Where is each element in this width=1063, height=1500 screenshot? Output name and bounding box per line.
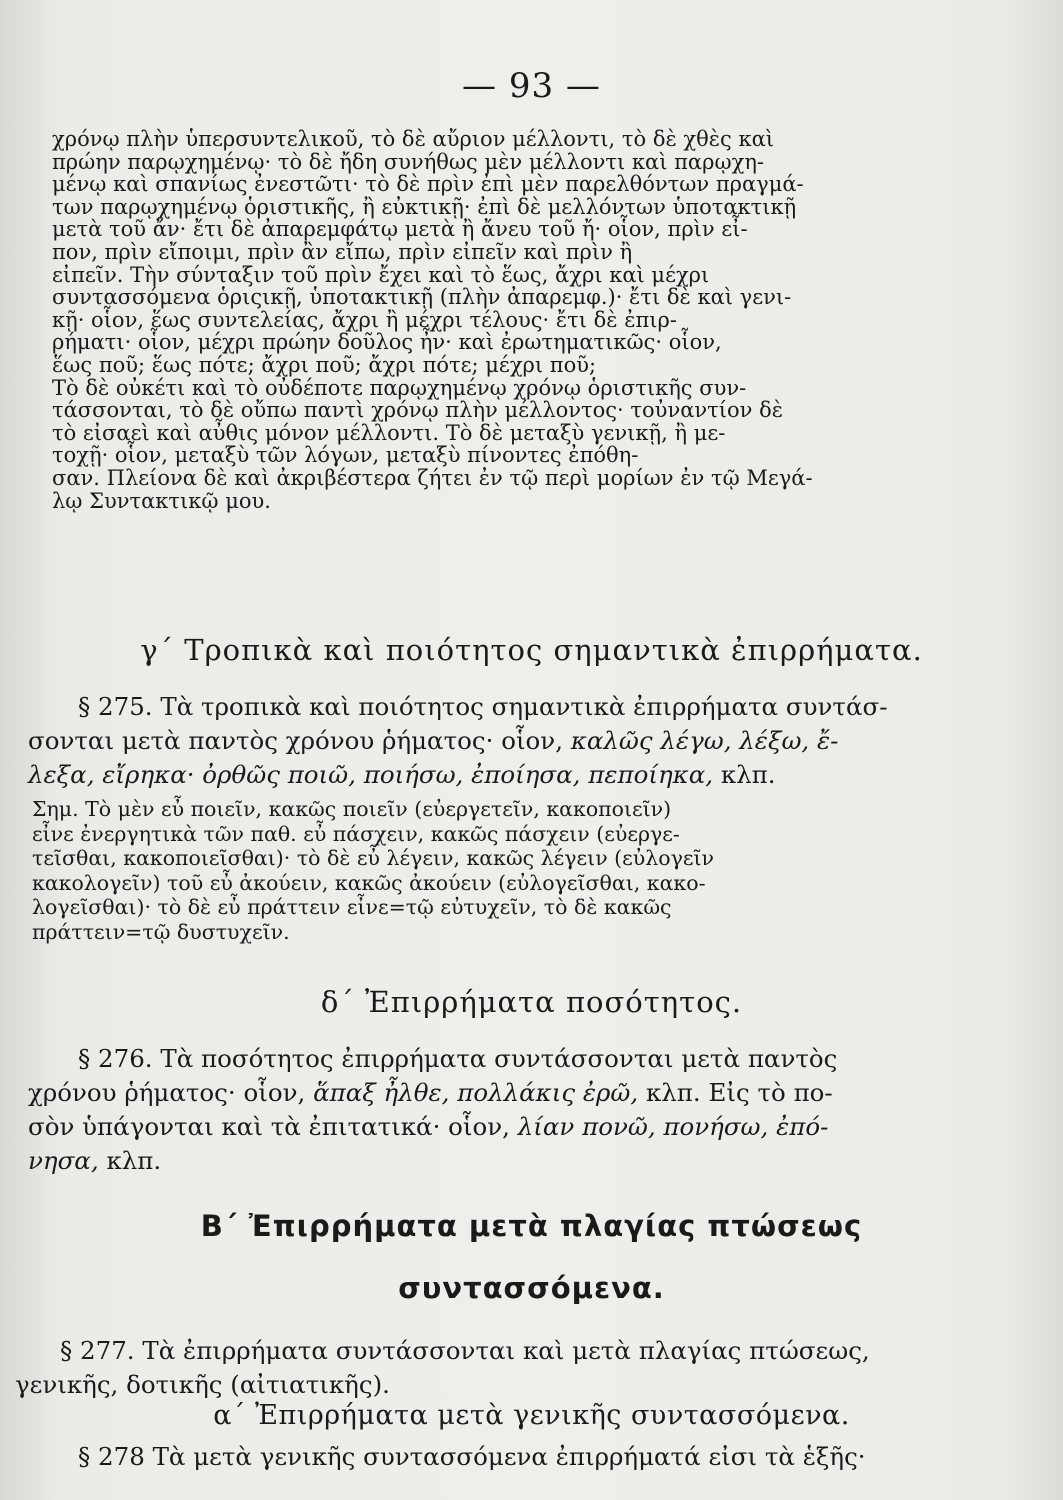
intro-text-line: λῳ Συντακτικῷ μου. [52,488,271,513]
paragraph-276-examples-end: νησα, [28,1146,99,1175]
paragraph-276-plain-b: κλπ. Εἰς τὸ πο- [645,1078,833,1107]
paragraph-276-line-1: § 276. Τὰ ποσότητος ἐπιρρήματα συντάσσονται μετὰ παντὸς [78,1044,838,1073]
section-b-heading-line-2: συντασσόμενα. [398,1271,665,1305]
intro-text-line: ρήματι· οἷον, μέχρι πρώην δοῦλος ἦν· καὶ ἐρωτηματικῶς· οἷον, [52,330,722,355]
paragraph-276 [28,1042,943,1178]
intro-text-line: Τὸ δὲ οὐκέτι καὶ τὸ οὐδέποτε παρῳχημένῳ χρόνῳ ὁριστικῆς συν- [52,375,747,400]
paragraph-275-examples-cont: λεξα, εἴρηκα· ὀρθῶς ποιῶ, ποιήσω, ἐποίησα, πεποίηκα, [28,760,714,789]
intro-text-line: μετὰ τοῦ ἄν· ἔτι δὲ ἀπαρεμφάτῳ μετὰ ἢ ἄνευ τοῦ ἤ· οἷον, πρὶν εἶ- [52,217,748,242]
intro-text-line: εἰπεῖν. Τὴν σύνταξιν τοῦ πρὶν ἔχει καὶ τὸ ἕως, ἄχρι καὶ μέχρι [52,262,710,287]
paragraph-275-plain: σονται μετὰ παντὸς χρόνου ῥήματος· οἷον, [28,726,563,755]
paragraph-276-examples: ἅπαξ ἦλθε, πολλάκις ἐρῶ, [313,1078,639,1107]
section-c-heading: γ΄ Τροπικὰ καὶ ποιότητος σημαντικὰ ἐπιρρήματα. [140,633,923,667]
note-275-text-line: πράττειν=τῷ δυστυχεῖν. [32,919,290,944]
intro-text-line: των παρῳχημένῳ ὁριστικῆς, ἢ εὐκτικῇ· ἐπὶ δὲ μελλόντων ὑποτακτικῇ [52,194,797,219]
section-a-heading: α΄ Ἐπιρρήματα μετὰ γενικῆς συντασσόμενα. [213,1400,850,1431]
intro-text-line: συντασσόμενα ὁριςικῇ, ὑποτακτικῇ (πλὴν ἀπαρεμφ.)· ἔτι δὲ καὶ γενι- [52,285,792,310]
paragraph-276-line-4 [28,1144,943,1178]
paragraph-275-line-2 [28,724,943,758]
intro-text-line: μένῳ καὶ σπανίως ἐνεστῶτι· τὸ δὲ πρὶν ἐπὶ μὲν παρελθόντων πραγμά- [52,172,804,197]
intro-text-line: πρώην παρῳχημένῳ· τὸ δὲ ἤδη συνήθως μὲν μέλλοντι καὶ παρῳχη- [52,149,764,174]
paragraph-276-plain-a: χρόνου ῥήματος· οἷον, [28,1078,306,1107]
intro-text-line: σαν. Πλείονα δὲ καὶ ἀκριβέστερα ζήτει ἐν τῷ περὶ μορίων ἐν τῷ Μεγά- [52,465,813,490]
paragraph-275-line-3 [28,758,943,792]
note-275-text-line: λογεῖσθαι)· τὸ δὲ εὖ πράττειν εἶνε=τῷ εὐτυχεῖν, τὸ δὲ κακῶς [32,895,672,919]
note-275-text-line: Σημ. Τὸ μὲν εὖ ποιεῖν, κακῶς ποιεῖν (εὐεργετεῖν, κακοποιεῖν) [32,797,672,821]
paragraph-275-examples: καλῶς λέγω, λέξω, ἔ- [570,726,839,755]
section-b-heading [0,1200,1063,1314]
paragraph-276-etc: κλπ. [106,1146,162,1175]
paragraph-277 [15,1334,945,1402]
intro-text-line: ἕως ποῦ; ἕως πότε; ἄχρι ποῦ; ἄχρι πότε; μέχρι ποῦ; [52,352,597,377]
paragraph-275 [28,690,943,792]
paragraph-276-line-3 [28,1110,943,1144]
intro-text-line: πον, πρὶν εἴποιμι, πρὶν ἂν εἴπω, πρὶν εἰπεῖν καὶ πρὶν ἢ [52,239,633,264]
intro-text-line: τὸ εἰσαεὶ καὶ αὖθις μόνον μέλλοντι. Τὸ δὲ μεταξὺ γενικῇ, ἢ με- [52,420,726,445]
note-275-text-line: εἶνε ἐνεργητικὰ τῶν παθ. εὖ πάσχειν, κακῶς πάσχειν (εὐεργε- [32,821,680,846]
paragraph-275-line-1: § 275. Τὰ τροπικὰ καὶ ποιότητος σημαντικὰ ἐπιρρήματα συντάσ- [78,692,888,721]
section-b-heading-line-1: Β΄ Ἐπιρρήματα μετὰ πλαγίας πτώσεως [200,1209,863,1243]
paragraph-276-line-2 [28,1076,943,1110]
paragraph-276-plain-c: σὸν ὑπάγονται καὶ τὰ ἐπιτατικά· οἷον, [28,1112,510,1141]
paragraph-278 [28,1440,943,1474]
note-275-text-line: κακολογεῖν) τοῦ εὖ ἀκούειν, κακῶς ἀκούειν (εὐλογεῖσθαι, κακο- [32,870,706,895]
section-d-heading: δ΄ Ἐπιρρήματα ποσότητος. [320,985,743,1019]
paragraph-275-etc: κλπ. [720,760,776,789]
note-275-text-line: τεῖσθαι, κακοποιεῖσθαι)· τὸ δὲ εὖ λέγειν, κακῶς λέγειν (εὐλογεῖν [32,846,714,870]
intro-text-line: τάσσονται, τὸ δὲ οὔπω παντὶ χρόνῳ πλὴν μέλλοντος· τοὐναντίον δὲ [52,398,784,423]
paragraph-278-line-1: § 278 Τὰ μετὰ γενικῆς συντασσόμενα ἐπιρρήματά εἰσι τὰ ἑξῆς· [78,1442,866,1471]
intro-text-line: τοχῇ· οἷον, μεταξὺ τῶν λόγων, μεταξὺ πίνοντες ἐπόθη- [52,443,639,468]
paragraph-277-line-2: γενικῆς, δοτικῆς (αἰτιατικῆς). [15,1370,390,1399]
intro-text-line: κῇ· οἷον, ἕως συντελείας, ἄχρι ἢ μέχρι τέλους· ἔτι δὲ ἐπιρ- [52,307,677,332]
note-275 [32,797,947,944]
paragraph-277-line-1: § 277. Τὰ ἐπιρρήματα συντάσσονται καὶ μετὰ πλαγίας πτώσεως, [60,1336,870,1365]
intro-continuation-text [52,128,972,512]
page-number: — 93 — [462,66,601,106]
intro-text-line: χρόνῳ πλὴν ὑπερσυντελικοῦ, τὸ δὲ αὔριον μέλλοντι, τὸ δὲ χθὲς καὶ [52,127,775,151]
paragraph-276-examples-cont: λίαν πονῶ, πονήσω, ἐπό- [517,1112,829,1141]
